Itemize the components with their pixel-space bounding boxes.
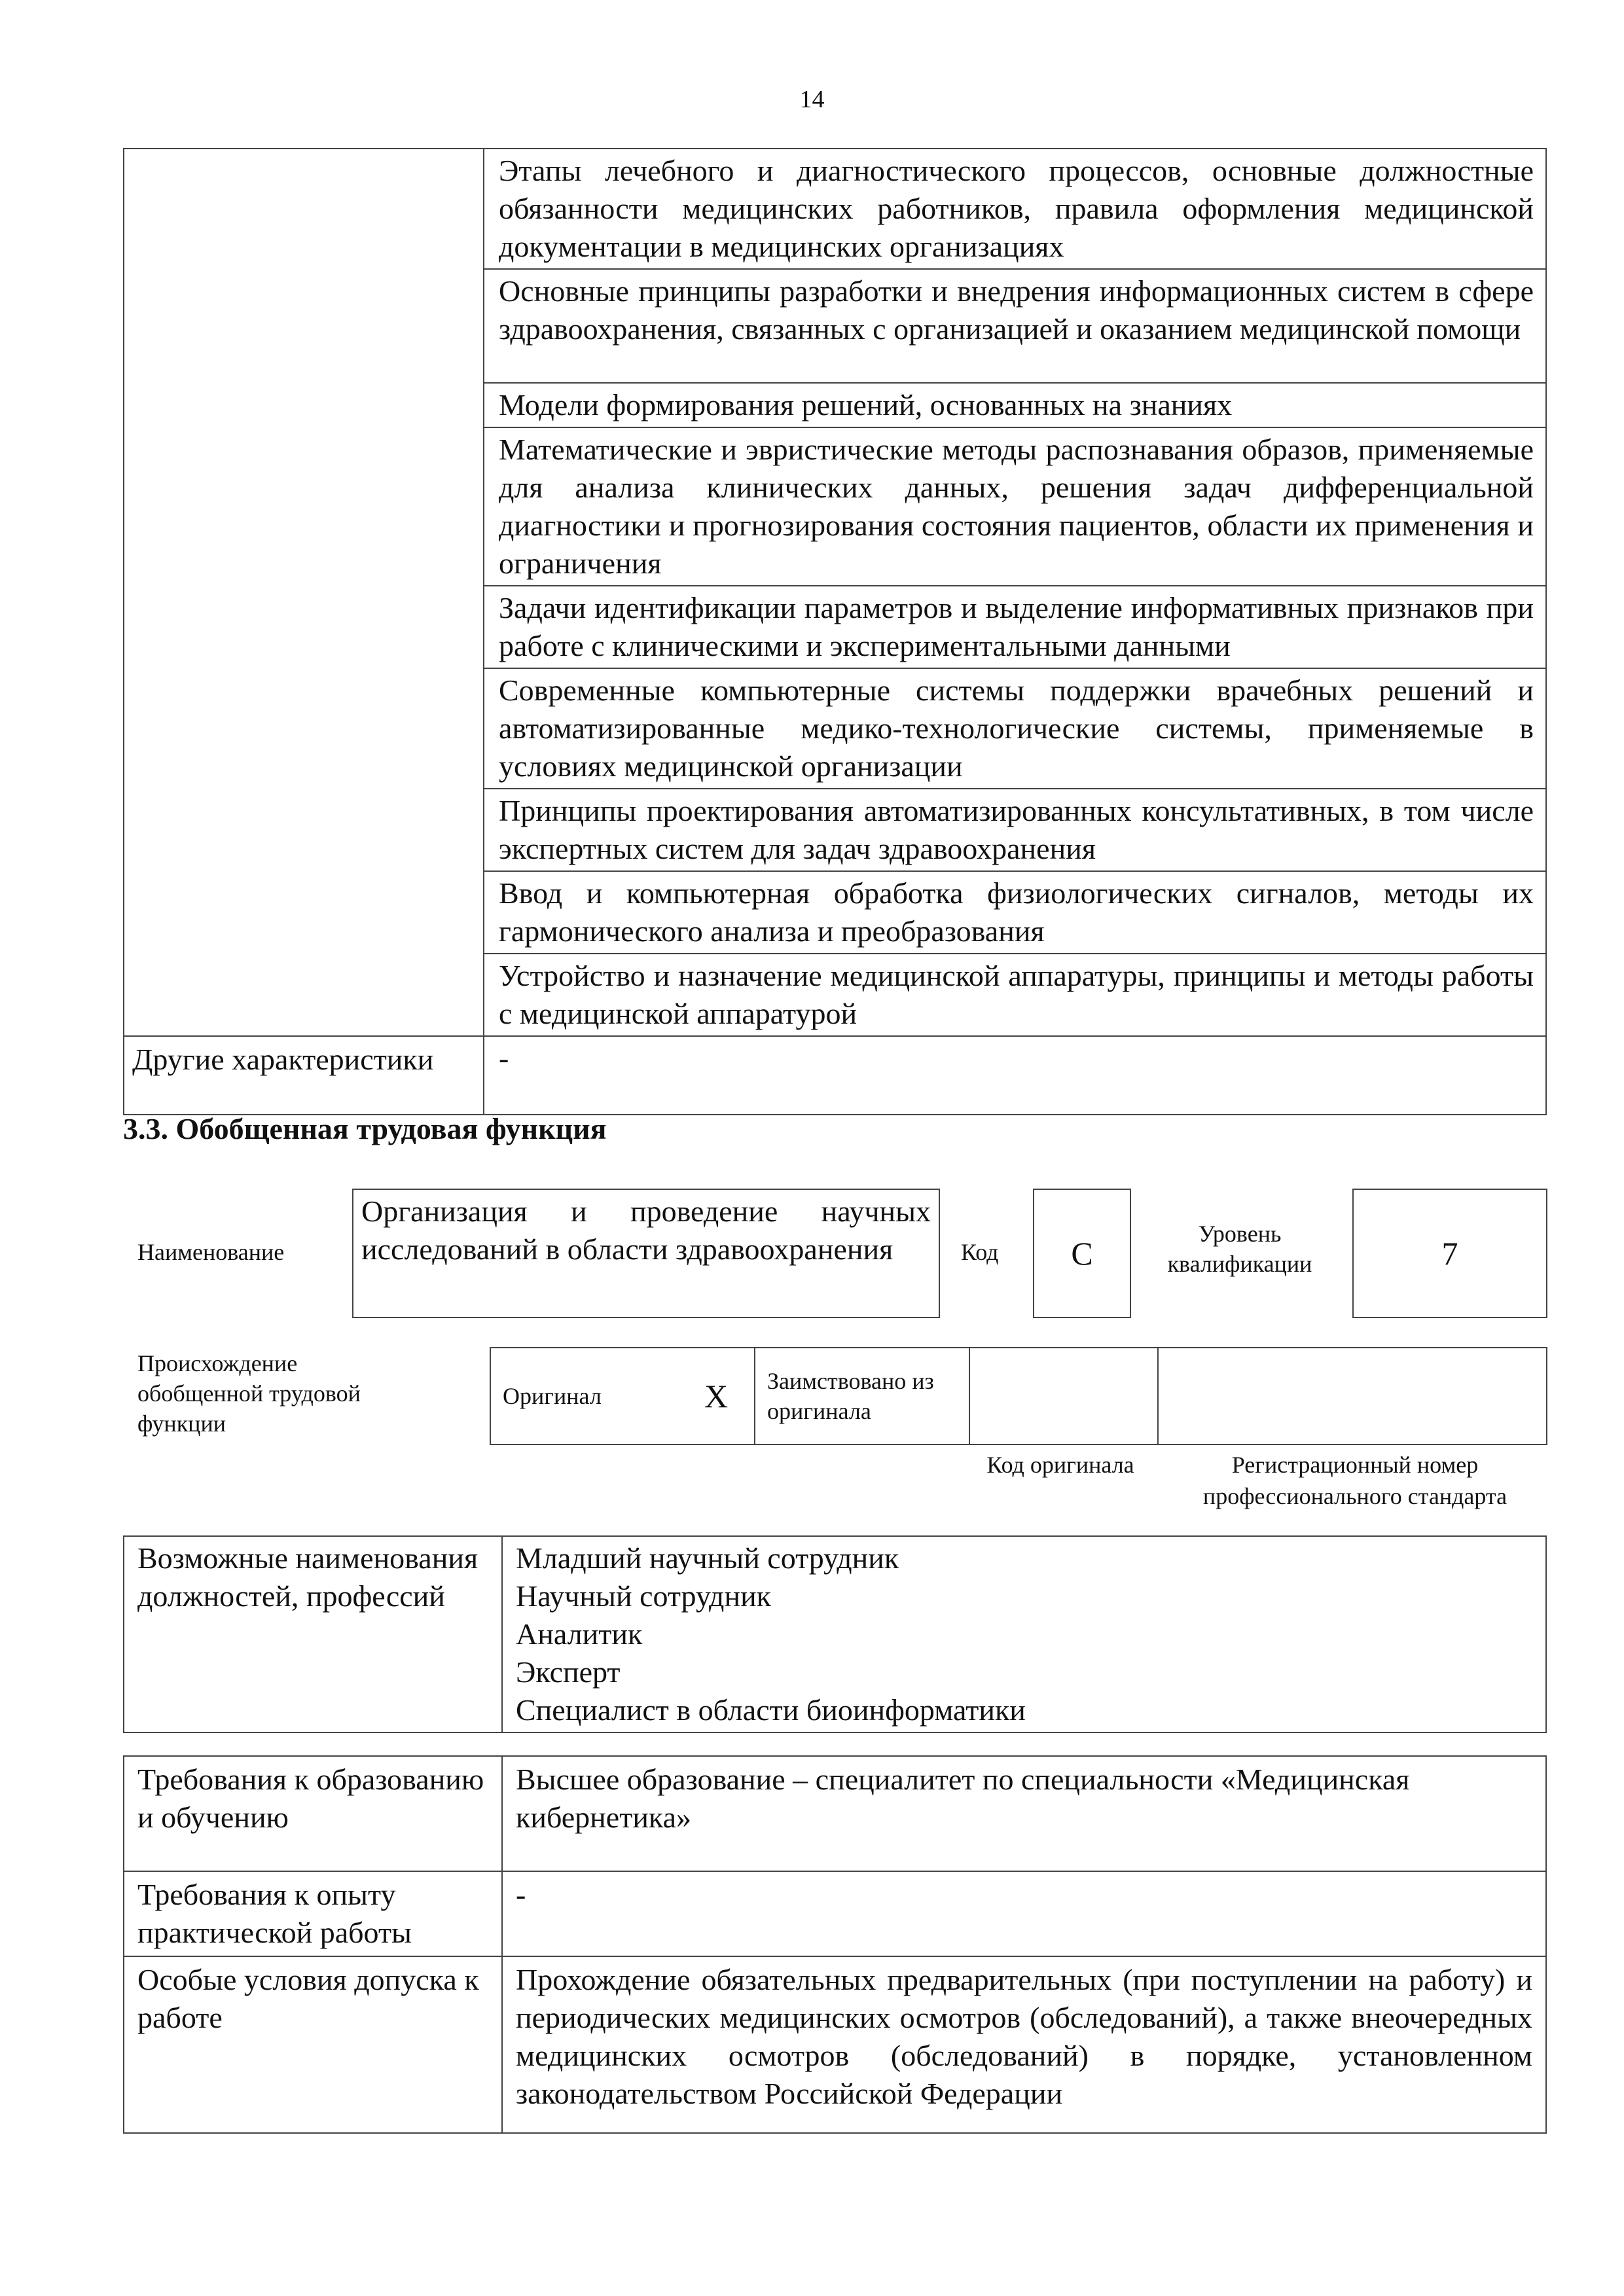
code-value: C [1033,1189,1131,1318]
original-code-caption: Код оригинала [986,1452,1134,1478]
experience-value: - [502,1871,1546,1956]
list-item: Аналитик [516,1617,643,1651]
section-title: 3.3. Обобщенная трудовая функция [123,1112,607,1145]
code-label: Код [961,1239,999,1265]
original-code-cell [969,1348,1158,1444]
table-row: Современные компьютерные системы поддержки врачебных решений и автоматизированные медико-технологические системы, применяемые в условиях медицинской организации [484,668,1546,789]
knowledge-table [123,148,1547,1115]
list-item: Специалист в области биоинформатики [516,1693,1026,1727]
positions-label: Возможные наименования должностей, профессий [124,1536,502,1732]
experience-label: Требования к опыту практической работы [124,1871,502,1956]
requirements-table [123,1755,1547,2134]
education-label: Требования к образованию и обучению [124,1756,502,1871]
other-characteristics-value: - [484,1036,1546,1115]
name-value: Организация и проведение научных исследований в области здравоохранения [352,1189,940,1318]
other-characteristics-label: Другие характеристики [124,1036,484,1115]
conditions-label: Особые условия допуска к работе [124,1956,502,2133]
registration-number-caption: Регистрационный номер профессионального стандарта [1202,1452,1507,1509]
positions-table [123,1535,1547,1733]
list-item: Научный сотрудник [516,1579,772,1613]
table-row: Этапы лечебного и диагностического процессов, основные должностные обязанности медицинских работников, правила оформления медицинской документации в медицинских организациях [484,149,1546,269]
table-row: Основные принципы разработки и внедрения информационных систем в сфере здравоохранения, связанных с организацией и оказанием медицинской помощи [484,269,1546,383]
name-label: Наименование [137,1239,285,1265]
origin-table [490,1347,1547,1445]
original-mark: X [678,1348,755,1444]
table-row: Принципы проектирования автоматизированных консультативных, в том числе экспертных систем для задач здравоохранения [484,789,1546,871]
positions-list [502,1536,1546,1732]
table-row: Ввод и компьютерная обработка физиологических сигналов, методы их гармонического анализа и преобразования [484,871,1546,954]
page-number: 14 [799,86,825,113]
origin-label: Происхождение обобщенной трудовой функции [137,1350,361,1437]
level-value: 7 [1352,1189,1547,1318]
table-row: Задачи идентификации параметров и выделение информативных признаков при работе с клиническими и экспериментальными данными [484,586,1546,668]
level-label: Уровень квалификации [1167,1221,1312,1277]
table-left-empty-cell [124,149,484,1036]
borrowed-label: Заимствовано из оригинала [755,1348,969,1444]
registration-number-cell [1158,1348,1547,1444]
table-row: Модели формирования решений, основанных на знаниях [484,383,1546,427]
conditions-value: Прохождение обязательных предварительных (при поступлении на работу) и периодических медицинских осмотров (обследований), а также внеочередных медицинских осмотров (обследований) в порядке, установленном законодательством Российской Федерации [502,1956,1546,2133]
list-item: Эксперт [516,1655,621,1689]
list-item: Младший научный сотрудник [516,1541,899,1575]
table-row: Устройство и назначение медицинской аппаратуры, принципы и методы работы с медицинской аппаратурой [484,954,1546,1036]
table-row: Математические и эвристические методы распознавания образов, применяемые для анализа клинических данных, решения задач дифференциальной диагностики и прогнозирования состояния пациентов, области их применения и ограничения [484,427,1546,586]
original-label: Оригинал [490,1348,678,1444]
education-value: Высшее образование – специалитет по специальности «Медицинская кибернетика» [502,1756,1546,1871]
